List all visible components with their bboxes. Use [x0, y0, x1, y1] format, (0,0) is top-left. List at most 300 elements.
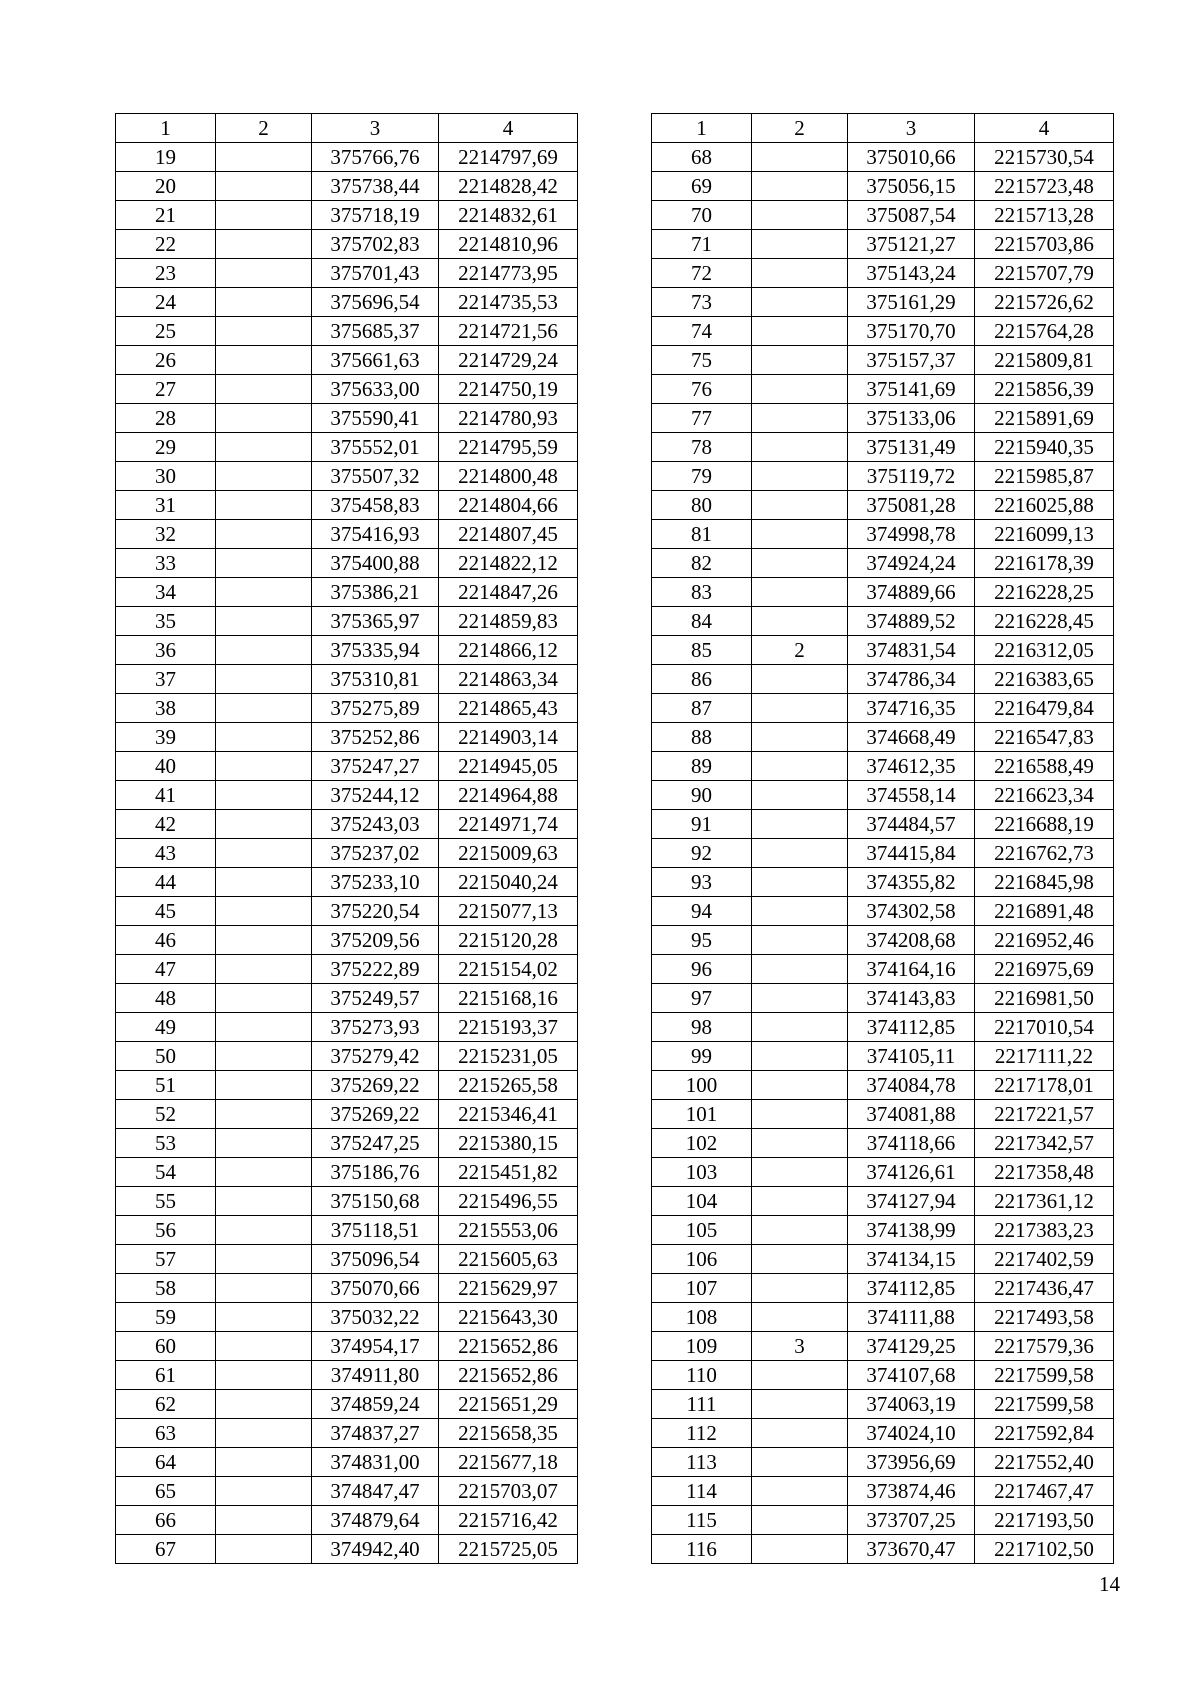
- point-number-cell: 28: [116, 404, 216, 433]
- section-cell: 2: [752, 636, 848, 665]
- x-coordinate-cell: 375170,70: [848, 317, 975, 346]
- section-cell: [752, 1187, 848, 1216]
- section-cell: [216, 520, 312, 549]
- section-cell: [216, 955, 312, 984]
- y-coordinate-cell: 2214822,12: [439, 549, 578, 578]
- x-coordinate-cell: 375738,44: [312, 172, 439, 201]
- point-number-cell: 75: [652, 346, 752, 375]
- section-cell: [216, 462, 312, 491]
- y-coordinate-cell: 2215120,28: [439, 926, 578, 955]
- table-row: [116, 1158, 578, 1187]
- point-number-cell: 83: [652, 578, 752, 607]
- y-coordinate-cell: 2215707,79: [975, 259, 1114, 288]
- point-number-cell: 58: [116, 1274, 216, 1303]
- y-coordinate-cell: 2215730,54: [975, 143, 1114, 172]
- y-coordinate-cell: 2215265,58: [439, 1071, 578, 1100]
- x-coordinate-cell: 375143,24: [848, 259, 975, 288]
- point-number-cell: 52: [116, 1100, 216, 1129]
- table-row: [652, 143, 1114, 172]
- table-row: [652, 694, 1114, 723]
- x-coordinate-cell: 375275,89: [312, 694, 439, 723]
- y-coordinate-cell: 2215605,63: [439, 1245, 578, 1274]
- point-number-cell: 88: [652, 723, 752, 752]
- x-coordinate-cell: 374126,61: [848, 1158, 975, 1187]
- x-coordinate-cell: 374924,24: [848, 549, 975, 578]
- y-coordinate-cell: 2217178,01: [975, 1071, 1114, 1100]
- table-row: [652, 1477, 1114, 1506]
- y-coordinate-cell: 2215677,18: [439, 1448, 578, 1477]
- y-coordinate-cell: 2215231,05: [439, 1042, 578, 1071]
- section-cell: [752, 607, 848, 636]
- table-row: [652, 1187, 1114, 1216]
- section-cell: [216, 1477, 312, 1506]
- point-number-cell: 76: [652, 375, 752, 404]
- table-row: [652, 317, 1114, 346]
- x-coordinate-cell: 373670,47: [848, 1535, 975, 1564]
- x-coordinate-cell: 375119,72: [848, 462, 975, 491]
- section-cell: [752, 404, 848, 433]
- table-row: [652, 404, 1114, 433]
- table-row: [652, 462, 1114, 491]
- y-coordinate-cell: 2215703,07: [439, 1477, 578, 1506]
- section-cell: [752, 1390, 848, 1419]
- point-number-cell: 106: [652, 1245, 752, 1274]
- point-number-cell: 70: [652, 201, 752, 230]
- point-number-cell: 82: [652, 549, 752, 578]
- y-coordinate-cell: 2214964,88: [439, 781, 578, 810]
- section-cell: [752, 723, 848, 752]
- point-number-cell: 111: [652, 1390, 752, 1419]
- x-coordinate-cell: 375118,51: [312, 1216, 439, 1245]
- point-number-cell: 54: [116, 1158, 216, 1187]
- x-coordinate-cell: 375718,19: [312, 201, 439, 230]
- y-coordinate-cell: 2216845,98: [975, 868, 1114, 897]
- table-row: [116, 1216, 578, 1245]
- section-cell: [216, 230, 312, 259]
- table-row: [652, 926, 1114, 955]
- y-coordinate-cell: 2217111,22: [975, 1042, 1114, 1071]
- y-coordinate-cell: 2215985,87: [975, 462, 1114, 491]
- point-number-cell: 74: [652, 317, 752, 346]
- point-number-cell: 32: [116, 520, 216, 549]
- point-number-cell: 68: [652, 143, 752, 172]
- point-number-cell: 25: [116, 317, 216, 346]
- y-coordinate-cell: 2216025,88: [975, 491, 1114, 520]
- table-row: [116, 433, 578, 462]
- table-row: [652, 1448, 1114, 1477]
- table-row: [116, 1361, 578, 1390]
- section-cell: [752, 462, 848, 491]
- y-coordinate-cell: 2215629,97: [439, 1274, 578, 1303]
- section-cell: [216, 1274, 312, 1303]
- y-coordinate-cell: 2216688,19: [975, 810, 1114, 839]
- point-number-cell: 24: [116, 288, 216, 317]
- y-coordinate-cell: 2214847,26: [439, 578, 578, 607]
- y-coordinate-cell: 2216547,83: [975, 723, 1114, 752]
- x-coordinate-cell: 375400,88: [312, 549, 439, 578]
- section-cell: [216, 1419, 312, 1448]
- section-cell: [216, 897, 312, 926]
- section-cell: [216, 1390, 312, 1419]
- y-coordinate-cell: 2217102,50: [975, 1535, 1114, 1564]
- section-cell: [216, 259, 312, 288]
- section-cell: [216, 404, 312, 433]
- y-coordinate-cell: 2215346,41: [439, 1100, 578, 1129]
- point-number-cell: 90: [652, 781, 752, 810]
- y-coordinate-cell: 2215940,35: [975, 433, 1114, 462]
- table-row: [116, 143, 578, 172]
- y-coordinate-cell: 2215891,69: [975, 404, 1114, 433]
- section-cell: [216, 723, 312, 752]
- section-cell: [752, 201, 848, 230]
- y-coordinate-cell: 2217358,48: [975, 1158, 1114, 1187]
- section-cell: [216, 1158, 312, 1187]
- table-row: [116, 607, 578, 636]
- x-coordinate-cell: 374716,35: [848, 694, 975, 723]
- x-coordinate-cell: 375590,41: [312, 404, 439, 433]
- point-number-cell: 116: [652, 1535, 752, 1564]
- table-row: [116, 1535, 578, 1564]
- section-cell: [216, 665, 312, 694]
- y-coordinate-cell: 2216312,05: [975, 636, 1114, 665]
- point-number-cell: 71: [652, 230, 752, 259]
- section-cell: [216, 1332, 312, 1361]
- x-coordinate-cell: 375386,21: [312, 578, 439, 607]
- section-cell: [752, 1216, 848, 1245]
- section-cell: [216, 346, 312, 375]
- x-coordinate-cell: 375141,69: [848, 375, 975, 404]
- point-number-cell: 59: [116, 1303, 216, 1332]
- table-row: [652, 172, 1114, 201]
- x-coordinate-cell: 374105,11: [848, 1042, 975, 1071]
- x-coordinate-cell: 374063,19: [848, 1390, 975, 1419]
- table-row: [116, 1419, 578, 1448]
- x-coordinate-cell: 375081,28: [848, 491, 975, 520]
- section-cell: [752, 1100, 848, 1129]
- table-row: [652, 1216, 1114, 1245]
- x-coordinate-cell: 375766,76: [312, 143, 439, 172]
- x-coordinate-cell: 374998,78: [848, 520, 975, 549]
- point-number-cell: 22: [116, 230, 216, 259]
- y-coordinate-cell: 2215009,63: [439, 839, 578, 868]
- y-coordinate-cell: 2217010,54: [975, 1013, 1114, 1042]
- table-row: [652, 1535, 1114, 1564]
- point-number-cell: 108: [652, 1303, 752, 1332]
- y-coordinate-cell: 2216762,73: [975, 839, 1114, 868]
- x-coordinate-cell: 375131,49: [848, 433, 975, 462]
- y-coordinate-cell: 2215658,35: [439, 1419, 578, 1448]
- x-coordinate-cell: 374558,14: [848, 781, 975, 810]
- point-number-cell: 63: [116, 1419, 216, 1448]
- y-coordinate-cell: 2214828,42: [439, 172, 578, 201]
- column-header: 3: [312, 114, 439, 143]
- x-coordinate-cell: 375633,00: [312, 375, 439, 404]
- point-number-cell: 72: [652, 259, 752, 288]
- x-coordinate-cell: 374107,68: [848, 1361, 975, 1390]
- section-cell: [216, 1303, 312, 1332]
- table-row: [652, 810, 1114, 839]
- y-coordinate-cell: 2215643,30: [439, 1303, 578, 1332]
- section-cell: [216, 201, 312, 230]
- table-row: [116, 868, 578, 897]
- point-number-cell: 112: [652, 1419, 752, 1448]
- y-coordinate-cell: 2215809,81: [975, 346, 1114, 375]
- x-coordinate-cell: 374127,94: [848, 1187, 975, 1216]
- section-cell: [216, 810, 312, 839]
- x-coordinate-cell: 374081,88: [848, 1100, 975, 1129]
- table-row: [116, 810, 578, 839]
- x-coordinate-cell: 375157,37: [848, 346, 975, 375]
- x-coordinate-cell: 375269,22: [312, 1071, 439, 1100]
- y-coordinate-cell: 2217552,40: [975, 1448, 1114, 1477]
- point-number-cell: 91: [652, 810, 752, 839]
- point-number-cell: 92: [652, 839, 752, 868]
- section-cell: [752, 578, 848, 607]
- y-coordinate-cell: 2217599,58: [975, 1361, 1114, 1390]
- y-coordinate-cell: 2214804,66: [439, 491, 578, 520]
- table-row: [116, 781, 578, 810]
- table-row: [652, 723, 1114, 752]
- section-cell: [216, 926, 312, 955]
- x-coordinate-cell: 374954,17: [312, 1332, 439, 1361]
- table-row: [652, 549, 1114, 578]
- point-number-cell: 66: [116, 1506, 216, 1535]
- point-number-cell: 101: [652, 1100, 752, 1129]
- y-coordinate-cell: 2214810,96: [439, 230, 578, 259]
- section-cell: [216, 839, 312, 868]
- x-coordinate-cell: 374831,54: [848, 636, 975, 665]
- point-number-cell: 21: [116, 201, 216, 230]
- point-number-cell: 77: [652, 404, 752, 433]
- x-coordinate-cell: 373956,69: [848, 1448, 975, 1477]
- x-coordinate-cell: 375247,25: [312, 1129, 439, 1158]
- x-coordinate-cell: 375702,83: [312, 230, 439, 259]
- point-number-cell: 33: [116, 549, 216, 578]
- x-coordinate-cell: 374889,52: [848, 607, 975, 636]
- point-number-cell: 113: [652, 1448, 752, 1477]
- x-coordinate-cell: 374415,84: [848, 839, 975, 868]
- table-row: [652, 781, 1114, 810]
- section-cell: [216, 1042, 312, 1071]
- point-number-cell: 99: [652, 1042, 752, 1071]
- section-cell: [752, 520, 848, 549]
- point-number-cell: 62: [116, 1390, 216, 1419]
- point-number-cell: 65: [116, 1477, 216, 1506]
- section-cell: [752, 810, 848, 839]
- y-coordinate-cell: 2216952,46: [975, 926, 1114, 955]
- table-row: [116, 172, 578, 201]
- x-coordinate-cell: 375070,66: [312, 1274, 439, 1303]
- y-coordinate-cell: 2216981,50: [975, 984, 1114, 1013]
- x-coordinate-cell: 375661,63: [312, 346, 439, 375]
- point-number-cell: 104: [652, 1187, 752, 1216]
- y-coordinate-cell: 2214780,93: [439, 404, 578, 433]
- x-coordinate-cell: 375222,89: [312, 955, 439, 984]
- x-coordinate-cell: 375252,86: [312, 723, 439, 752]
- section-cell: [216, 143, 312, 172]
- section-cell: [216, 636, 312, 665]
- point-number-cell: 43: [116, 839, 216, 868]
- point-number-cell: 47: [116, 955, 216, 984]
- table-row: [116, 1332, 578, 1361]
- section-cell: [216, 607, 312, 636]
- table-row: [652, 1158, 1114, 1187]
- y-coordinate-cell: 2214795,59: [439, 433, 578, 462]
- section-cell: [216, 1013, 312, 1042]
- x-coordinate-cell: 375133,06: [848, 404, 975, 433]
- y-coordinate-cell: 2214800,48: [439, 462, 578, 491]
- section-cell: [752, 1042, 848, 1071]
- x-coordinate-cell: 375685,37: [312, 317, 439, 346]
- point-number-cell: 85: [652, 636, 752, 665]
- y-coordinate-cell: 2217221,57: [975, 1100, 1114, 1129]
- section-cell: [752, 926, 848, 955]
- point-number-cell: 97: [652, 984, 752, 1013]
- y-coordinate-cell: 2215496,55: [439, 1187, 578, 1216]
- y-coordinate-cell: 2216891,48: [975, 897, 1114, 926]
- y-coordinate-cell: 2217361,12: [975, 1187, 1114, 1216]
- section-cell: [752, 1303, 848, 1332]
- y-coordinate-cell: 2217592,84: [975, 1419, 1114, 1448]
- section-cell: [216, 317, 312, 346]
- section-cell: [216, 1245, 312, 1274]
- table-row: [652, 1274, 1114, 1303]
- point-number-cell: 73: [652, 288, 752, 317]
- table-row: [652, 1071, 1114, 1100]
- x-coordinate-cell: 375121,27: [848, 230, 975, 259]
- page-number: 14: [1099, 1572, 1120, 1596]
- section-cell: [752, 665, 848, 694]
- table-row: [116, 375, 578, 404]
- x-coordinate-cell: 374831,00: [312, 1448, 439, 1477]
- column-header: 3: [848, 114, 975, 143]
- point-number-cell: 80: [652, 491, 752, 520]
- y-coordinate-cell: 2215077,13: [439, 897, 578, 926]
- section-cell: [216, 1100, 312, 1129]
- y-coordinate-cell: 2216588,49: [975, 752, 1114, 781]
- table-row: [116, 752, 578, 781]
- column-header: 1: [652, 114, 752, 143]
- table-row: [116, 926, 578, 955]
- table-row: [116, 665, 578, 694]
- y-coordinate-cell: 2217383,23: [975, 1216, 1114, 1245]
- section-cell: [216, 172, 312, 201]
- table-row: [116, 1042, 578, 1071]
- point-number-cell: 110: [652, 1361, 752, 1390]
- point-number-cell: 103: [652, 1158, 752, 1187]
- x-coordinate-cell: 373707,25: [848, 1506, 975, 1535]
- section-cell: [752, 1274, 848, 1303]
- x-coordinate-cell: 373874,46: [848, 1477, 975, 1506]
- section-cell: [752, 1477, 848, 1506]
- table-header-row: [116, 114, 578, 143]
- point-number-cell: 109: [652, 1332, 752, 1361]
- y-coordinate-cell: 2215193,37: [439, 1013, 578, 1042]
- y-coordinate-cell: 2214832,61: [439, 201, 578, 230]
- section-cell: [216, 1448, 312, 1477]
- section-cell: [216, 1216, 312, 1245]
- y-coordinate-cell: 2216099,13: [975, 520, 1114, 549]
- x-coordinate-cell: 374143,83: [848, 984, 975, 1013]
- table-row: [116, 694, 578, 723]
- table-row: [116, 1013, 578, 1042]
- section-cell: [752, 1071, 848, 1100]
- x-coordinate-cell: 375458,83: [312, 491, 439, 520]
- y-coordinate-cell: 2215652,86: [439, 1332, 578, 1361]
- section-cell: [752, 288, 848, 317]
- point-number-cell: 61: [116, 1361, 216, 1390]
- table-row: [116, 636, 578, 665]
- x-coordinate-cell: 374118,66: [848, 1129, 975, 1158]
- section-cell: [216, 375, 312, 404]
- section-cell: [752, 172, 848, 201]
- x-coordinate-cell: 374134,15: [848, 1245, 975, 1274]
- point-number-cell: 27: [116, 375, 216, 404]
- section-cell: [752, 1129, 848, 1158]
- x-coordinate-cell: 375249,57: [312, 984, 439, 1013]
- table-row: [116, 984, 578, 1013]
- table-row: [116, 201, 578, 230]
- x-coordinate-cell: 374889,66: [848, 578, 975, 607]
- section-cell: [216, 578, 312, 607]
- point-number-cell: 49: [116, 1013, 216, 1042]
- table-row: [116, 578, 578, 607]
- x-coordinate-cell: 375237,02: [312, 839, 439, 868]
- x-coordinate-cell: 375150,68: [312, 1187, 439, 1216]
- point-number-cell: 31: [116, 491, 216, 520]
- table-row: [116, 462, 578, 491]
- x-coordinate-cell: 375233,10: [312, 868, 439, 897]
- y-coordinate-cell: 2215713,28: [975, 201, 1114, 230]
- table-row: [116, 346, 578, 375]
- point-number-cell: 95: [652, 926, 752, 955]
- section-cell: [752, 955, 848, 984]
- coordinates-table-right: [651, 113, 1114, 1564]
- table-row: [652, 868, 1114, 897]
- x-coordinate-cell: 374668,49: [848, 723, 975, 752]
- y-coordinate-cell: 2214903,14: [439, 723, 578, 752]
- y-coordinate-cell: 2215651,29: [439, 1390, 578, 1419]
- y-coordinate-cell: 2216623,34: [975, 781, 1114, 810]
- table-row: [652, 1361, 1114, 1390]
- x-coordinate-cell: 375209,56: [312, 926, 439, 955]
- section-cell: [216, 984, 312, 1013]
- table-row: [652, 1303, 1114, 1332]
- y-coordinate-cell: 2215726,62: [975, 288, 1114, 317]
- point-number-cell: 56: [116, 1216, 216, 1245]
- y-coordinate-cell: 2214863,34: [439, 665, 578, 694]
- point-number-cell: 40: [116, 752, 216, 781]
- table-row: [116, 1448, 578, 1477]
- table-row: [652, 1245, 1114, 1274]
- y-coordinate-cell: 2215725,05: [439, 1535, 578, 1564]
- point-number-cell: 53: [116, 1129, 216, 1158]
- point-number-cell: 114: [652, 1477, 752, 1506]
- section-cell: [752, 1013, 848, 1042]
- point-number-cell: 41: [116, 781, 216, 810]
- point-number-cell: 29: [116, 433, 216, 462]
- x-coordinate-cell: 374302,58: [848, 897, 975, 926]
- table-row: [652, 201, 1114, 230]
- section-cell: [752, 1506, 848, 1535]
- section-cell: [752, 868, 848, 897]
- table-row: [116, 839, 578, 868]
- y-coordinate-cell: 2216383,65: [975, 665, 1114, 694]
- x-coordinate-cell: 375243,03: [312, 810, 439, 839]
- y-coordinate-cell: 2214865,43: [439, 694, 578, 723]
- section-cell: [216, 491, 312, 520]
- y-coordinate-cell: 2214971,74: [439, 810, 578, 839]
